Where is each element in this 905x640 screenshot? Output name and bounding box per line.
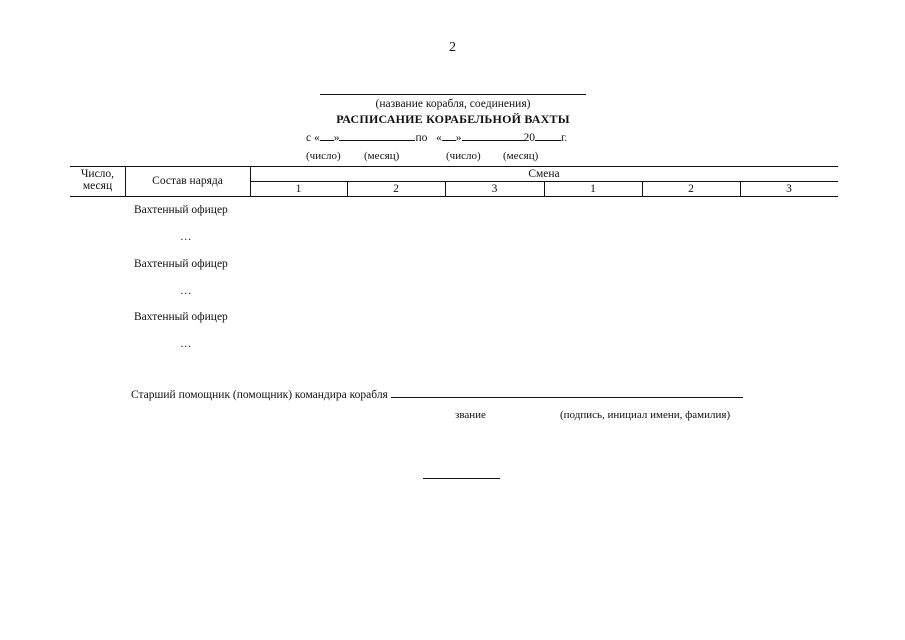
shift-number: 3 <box>491 183 498 195</box>
date-from-day-blank <box>320 130 334 141</box>
column-date-line2: месяц <box>82 180 113 192</box>
shift-number: 2 <box>688 183 694 195</box>
caption-day-1: (число) <box>306 150 341 162</box>
date-from-quote-close: » <box>333 132 340 144</box>
row-continuation: … <box>180 285 192 297</box>
signature-caption-sign: (подпись, инициал имени, фамилия) <box>560 409 731 421</box>
date-from-prefix: с « <box>306 132 320 144</box>
ship-name-line <box>320 94 586 95</box>
year-suffix: г. <box>561 132 568 144</box>
row-continuation: … <box>180 338 192 350</box>
caption-day-2: (число) <box>446 150 481 162</box>
table-bottom-border <box>70 196 838 197</box>
date-from-month-blank <box>339 130 415 141</box>
date-to-quote-close: » <box>455 132 462 144</box>
signature-label: Старший помощник (помощник) командира корабля <box>131 389 388 401</box>
column-date-header <box>70 168 125 192</box>
table-top-border <box>70 166 838 167</box>
column-staff-header: Состав наряда <box>152 175 223 187</box>
column-date-line1: Число, <box>80 168 115 180</box>
date-to-day-blank <box>442 130 456 141</box>
signature-blank <box>391 387 743 398</box>
row-label-watch-officer: Вахтенный офицер <box>134 204 228 216</box>
date-range-line <box>306 130 567 144</box>
row-label-watch-officer: Вахтенный офицер <box>134 258 228 270</box>
shift-number: 1 <box>590 183 596 195</box>
page-number: 2 <box>449 40 456 55</box>
date-to-month-blank <box>462 130 524 141</box>
caption-month-1: (месяц) <box>364 150 400 162</box>
column-shift-header: Смена <box>528 168 560 180</box>
year-prefix: 20 <box>523 132 536 144</box>
shift-number: 2 <box>393 183 399 195</box>
date-to-quote-open: « <box>436 132 442 144</box>
end-of-document-line <box>423 478 500 479</box>
row-label-watch-officer: Вахтенный офицер <box>134 311 228 323</box>
document-title: РАСПИСАНИЕ КОРАБЕЛЬНОЙ ВАХТЫ <box>336 112 570 126</box>
signature-line <box>131 387 743 401</box>
ship-name-caption: (название корабля, соединения) <box>375 98 531 110</box>
shift-number: 3 <box>786 183 792 195</box>
shift-number: 1 <box>295 183 302 195</box>
caption-month-2: (месяц) <box>503 150 539 162</box>
signature-caption-rank: звание <box>455 409 486 421</box>
row-continuation: … <box>180 231 192 243</box>
date-to-prefix: по <box>415 132 428 144</box>
year-blank <box>535 130 561 141</box>
